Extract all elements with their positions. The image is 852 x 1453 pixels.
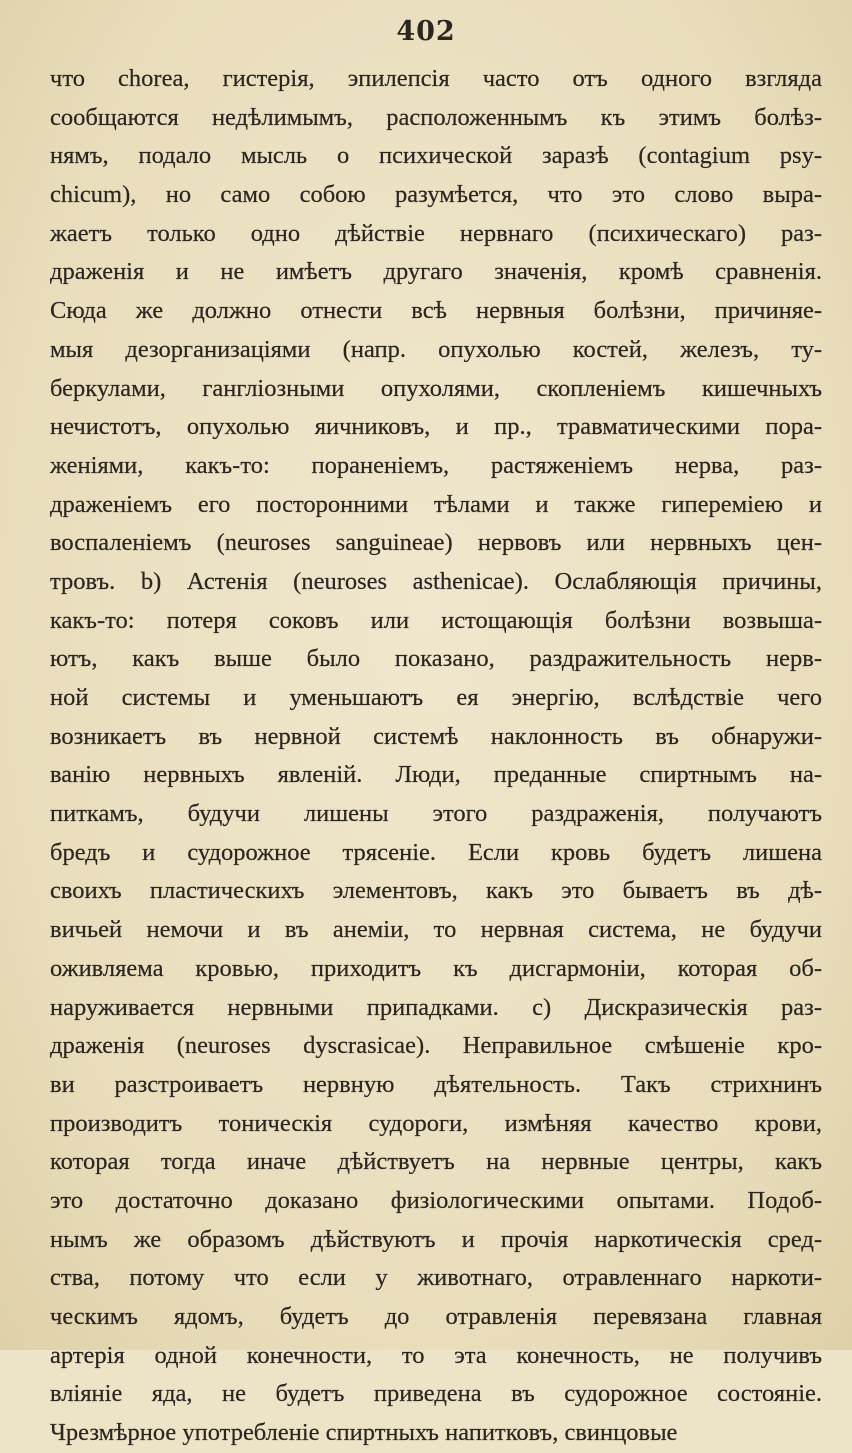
text-line: нечистотъ, опухолью яичниковъ, и пр., травматическими пора-	[50, 413, 822, 441]
text-line: какъ-то: потеря соковъ или истощающія болѣзни возвыша-	[50, 606, 822, 634]
text-line: сообщаются недѣлимымъ, расположеннымъ къ этимъ болѣз-	[50, 103, 822, 131]
text-line: оживляема кровью, приходитъ къ дисгармоніи, которая об-	[50, 954, 822, 982]
text-line: артерія одной конечности, то эта конечность, не получивъ	[50, 1341, 822, 1369]
text-line: это достаточно доказано физіологическими опытами. Подоб-	[50, 1186, 822, 1214]
text-line: женіями, какъ-то: пораненіемъ, растяженіемъ нерва, раз-	[50, 451, 822, 479]
text-line: нымъ же образомъ дѣйствуютъ и прочія наркотическія сред-	[50, 1225, 822, 1253]
text-line: драженія и не имѣетъ другаго значенія, кромѣ сравненія.	[50, 258, 822, 286]
text-line: бредъ и судорожное трясеніе. Если кровь будетъ лишена	[50, 838, 822, 866]
text-line: Сюда же должно отнести всѣ нервныя болѣзни, причиняе-	[50, 297, 822, 325]
text-line: ной системы и уменьшаютъ ея энергію, вслѣдствіе чего	[50, 684, 822, 711]
text-line: ства, потому что если у животнаго, отравленнаго наркоти-	[50, 1264, 822, 1292]
text-line: Чрезмѣрное употребленіе спиртныхъ напитковъ, свинцовые	[50, 1419, 678, 1447]
text-line: жаетъ только одно дѣйствіе нервнаго (психическаго) раз-	[50, 219, 822, 247]
text-line: воспаленіемъ (neuroses sanguineae) нервовъ или нервныхъ цен-	[50, 529, 822, 557]
text-line: мыя дезорганизаціями (напр. опухолью костей, железъ, ту-	[50, 335, 822, 363]
text-line: беркулами, ганглiозными опухолями, скопленіемъ кишечныхъ	[50, 374, 822, 402]
text-line: нямъ, подало мысль о психической заразѣ (contagium psy-	[50, 142, 822, 170]
text-line: своихъ пластическихъ элементовъ, какъ это бываетъ въ дѣ-	[50, 877, 822, 905]
text-line: наруживается нервными припадками. c) Дискразическія раз-	[50, 993, 822, 1021]
text-line: возникаетъ въ нервной системѣ наклонность въ обнаружи-	[50, 722, 822, 750]
text-line: питкамъ, будучи лишены этого раздраженія, получаютъ	[50, 800, 822, 828]
text-line: chicum), но само собою разумѣется, что это слово выра-	[50, 181, 822, 209]
text-line: что chorea, гистерія, эпилепсія часто отъ одного взгляда	[50, 65, 822, 92]
page-number: 402	[396, 16, 456, 47]
text-line: ческимъ ядомъ, будетъ до отравленія перевязана главная	[50, 1303, 822, 1330]
text-line: драженіемъ его посторонними тѣлами и также гипереміею и	[50, 490, 822, 518]
text-line: ви разстроиваетъ нервную дѣятельность. Такъ стрихнинъ	[50, 1070, 822, 1098]
text-line: производитъ тоническія судороги, измѣняя качество крови,	[50, 1109, 822, 1137]
text-line: ванію нервныхъ явленій. Люди, преданные спиртнымъ на-	[50, 761, 822, 789]
text-line: тровъ. b) Астенія (neuroses asthenicae). Ослабляющія причины,	[50, 567, 822, 595]
text-line: вичьей немочи и въ анеміи, то нервная система, не будучи	[50, 916, 822, 944]
text-line: драженія (neuroses dyscrasicae). Неправильное смѣшеніе кро-	[50, 1032, 822, 1060]
body-text	[50, 60, 822, 1453]
text-line: которая тогда иначе дѣйствуетъ на нервные центры, какъ	[50, 1148, 822, 1176]
text-line: вліяніе яда, не будетъ приведена въ судорожное состояніе.	[50, 1380, 822, 1408]
text-line: ютъ, какъ выше было показано, раздражительность нерв-	[50, 645, 822, 673]
